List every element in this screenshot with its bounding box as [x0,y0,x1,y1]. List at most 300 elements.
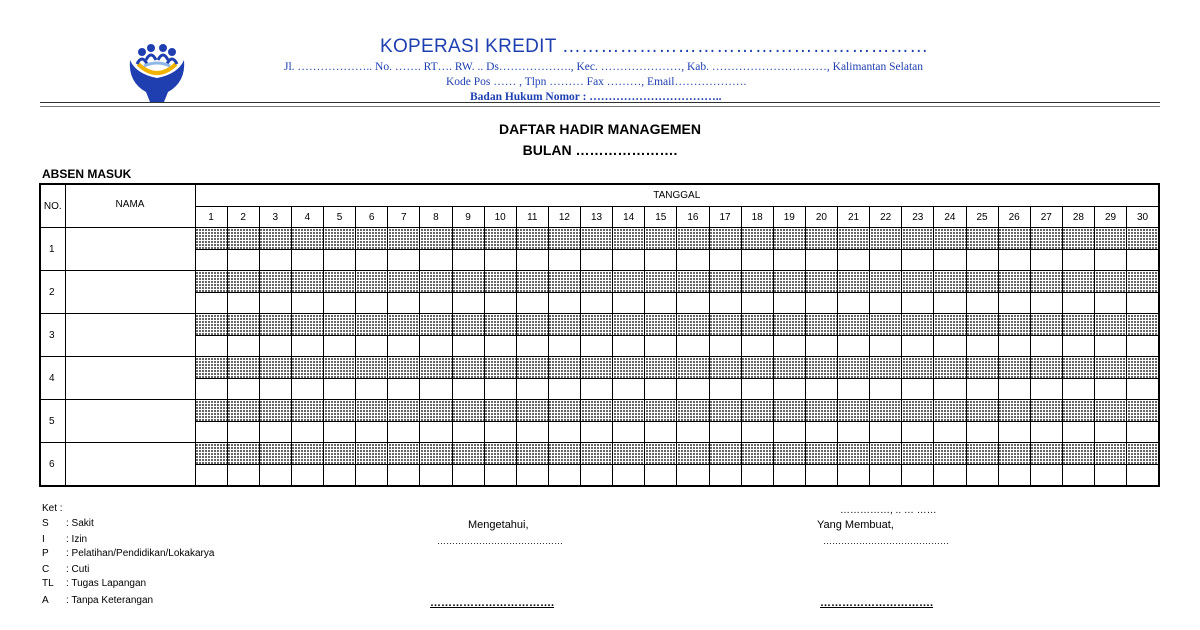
attendance-cell[interactable] [1030,422,1062,443]
attendance-cell-shaded[interactable] [581,314,613,336]
attendance-cell-shaded[interactable] [870,357,902,379]
attendance-cell-shaded[interactable] [773,228,805,250]
attendance-cell[interactable] [773,465,805,487]
attendance-cell[interactable] [195,250,227,271]
attendance-cell[interactable] [356,379,388,400]
attendance-cell[interactable] [259,465,291,487]
attendance-cell[interactable] [1095,293,1127,314]
attendance-cell-shaded[interactable] [581,443,613,465]
attendance-cell-shaded[interactable] [1030,228,1062,250]
attendance-cell-shaded[interactable] [291,400,323,422]
attendance-cell-shaded[interactable] [1095,443,1127,465]
attendance-cell[interactable] [934,293,966,314]
attendance-cell-shaded[interactable] [838,314,870,336]
attendance-cell[interactable] [966,250,998,271]
attendance-cell-shaded[interactable] [870,443,902,465]
attendance-cell[interactable] [581,250,613,271]
attendance-cell-shaded[interactable] [677,400,709,422]
attendance-cell[interactable] [259,379,291,400]
attendance-cell[interactable] [1030,379,1062,400]
attendance-cell-shaded[interactable] [1030,443,1062,465]
attendance-cell[interactable] [516,422,548,443]
attendance-cell-shaded[interactable] [484,400,516,422]
attendance-cell-shaded[interactable] [484,357,516,379]
attendance-cell-shaded[interactable] [1095,400,1127,422]
attendance-cell[interactable] [966,379,998,400]
attendance-cell-shaded[interactable] [773,314,805,336]
attendance-cell[interactable] [773,250,805,271]
attendance-cell-shaded[interactable] [966,400,998,422]
attendance-cell-shaded[interactable] [581,400,613,422]
attendance-cell-shaded[interactable] [227,228,259,250]
attendance-cell[interactable] [324,250,356,271]
attendance-cell-shaded[interactable] [516,400,548,422]
attendance-cell[interactable] [291,250,323,271]
attendance-cell-shaded[interactable] [420,400,452,422]
attendance-cell-shaded[interactable] [388,443,420,465]
attendance-cell-shaded[interactable] [805,228,837,250]
name-cell[interactable] [65,357,195,400]
attendance-cell[interactable] [324,293,356,314]
attendance-cell[interactable] [581,293,613,314]
attendance-cell[interactable] [581,465,613,487]
attendance-cell[interactable] [838,293,870,314]
attendance-cell-shaded[interactable] [709,400,741,422]
attendance-cell[interactable] [581,379,613,400]
attendance-cell[interactable] [484,250,516,271]
attendance-cell-shaded[interactable] [677,357,709,379]
attendance-cell-shaded[interactable] [1030,357,1062,379]
attendance-cell[interactable] [516,336,548,357]
attendance-cell[interactable] [934,379,966,400]
attendance-cell-shaded[interactable] [516,314,548,336]
attendance-cell[interactable] [420,336,452,357]
attendance-cell-shaded[interactable] [420,271,452,293]
attendance-cell[interactable] [1127,293,1159,314]
attendance-cell[interactable] [870,336,902,357]
attendance-cell[interactable] [838,250,870,271]
attendance-cell-shaded[interactable] [966,228,998,250]
attendance-cell-shaded[interactable] [1127,443,1159,465]
attendance-cell-shaded[interactable] [645,228,677,250]
attendance-cell[interactable] [388,250,420,271]
attendance-cell[interactable] [838,336,870,357]
attendance-cell[interactable] [709,422,741,443]
attendance-cell-shaded[interactable] [741,357,773,379]
attendance-cell-shaded[interactable] [966,443,998,465]
attendance-cell[interactable] [613,336,645,357]
attendance-cell[interactable] [838,465,870,487]
attendance-cell[interactable] [388,379,420,400]
attendance-cell-shaded[interactable] [452,400,484,422]
attendance-cell-shaded[interactable] [645,443,677,465]
attendance-cell-shaded[interactable] [195,443,227,465]
attendance-cell[interactable] [291,465,323,487]
attendance-cell[interactable] [934,250,966,271]
attendance-cell-shaded[interactable] [548,400,580,422]
attendance-cell[interactable] [388,293,420,314]
attendance-cell[interactable] [934,465,966,487]
attendance-cell[interactable] [548,379,580,400]
attendance-cell-shaded[interactable] [581,357,613,379]
attendance-cell-shaded[interactable] [227,271,259,293]
attendance-cell[interactable] [741,422,773,443]
attendance-cell-shaded[interactable] [484,314,516,336]
attendance-cell[interactable] [966,422,998,443]
attendance-cell[interactable] [773,379,805,400]
attendance-cell-shaded[interactable] [227,314,259,336]
attendance-cell[interactable] [1062,250,1094,271]
attendance-cell-shaded[interactable] [1062,400,1094,422]
attendance-cell[interactable] [420,465,452,487]
attendance-cell-shaded[interactable] [805,400,837,422]
attendance-cell-shaded[interactable] [902,271,934,293]
attendance-cell[interactable] [902,465,934,487]
attendance-cell-shaded[interactable] [259,228,291,250]
attendance-cell-shaded[interactable] [998,443,1030,465]
attendance-cell[interactable] [838,422,870,443]
attendance-cell-shaded[interactable] [998,271,1030,293]
attendance-cell[interactable] [934,336,966,357]
attendance-cell-shaded[interactable] [259,357,291,379]
attendance-cell-shaded[interactable] [388,271,420,293]
attendance-cell-shaded[interactable] [227,443,259,465]
attendance-cell[interactable] [773,293,805,314]
attendance-cell-shaded[interactable] [613,357,645,379]
attendance-cell-shaded[interactable] [452,314,484,336]
attendance-cell-shaded[interactable] [548,228,580,250]
attendance-cell-shaded[interactable] [709,357,741,379]
attendance-cell-shaded[interactable] [838,357,870,379]
name-cell[interactable] [65,443,195,487]
attendance-cell[interactable] [548,422,580,443]
attendance-cell[interactable] [356,422,388,443]
attendance-cell[interactable] [613,293,645,314]
attendance-cell-shaded[interactable] [452,271,484,293]
attendance-cell[interactable] [1127,336,1159,357]
attendance-cell[interactable] [227,379,259,400]
attendance-cell-shaded[interactable] [1095,357,1127,379]
attendance-cell[interactable] [741,336,773,357]
attendance-cell-shaded[interactable] [548,314,580,336]
attendance-cell-shaded[interactable] [195,314,227,336]
attendance-cell[interactable] [324,379,356,400]
attendance-cell-shaded[interactable] [581,228,613,250]
attendance-cell[interactable] [484,379,516,400]
attendance-cell-shaded[interactable] [677,228,709,250]
attendance-cell-shaded[interactable] [966,271,998,293]
attendance-cell[interactable] [356,336,388,357]
attendance-cell[interactable] [1127,250,1159,271]
attendance-cell-shaded[interactable] [805,443,837,465]
attendance-cell[interactable] [934,422,966,443]
attendance-cell[interactable] [452,250,484,271]
attendance-cell-shaded[interactable] [1062,271,1094,293]
attendance-cell[interactable] [1095,250,1127,271]
attendance-cell-shaded[interactable] [613,228,645,250]
attendance-cell[interactable] [902,336,934,357]
attendance-cell-shaded[interactable] [805,314,837,336]
attendance-cell-shaded[interactable] [773,357,805,379]
attendance-cell[interactable] [516,250,548,271]
attendance-cell[interactable] [645,250,677,271]
attendance-cell[interactable] [645,422,677,443]
attendance-cell-shaded[interactable] [356,400,388,422]
attendance-cell[interactable] [613,422,645,443]
attendance-cell[interactable] [709,465,741,487]
attendance-cell-shaded[interactable] [934,314,966,336]
attendance-cell-shaded[interactable] [645,271,677,293]
attendance-cell-shaded[interactable] [420,357,452,379]
attendance-cell-shaded[interactable] [1127,228,1159,250]
attendance-cell[interactable] [870,422,902,443]
attendance-cell-shaded[interactable] [998,228,1030,250]
attendance-cell-shaded[interactable] [934,271,966,293]
attendance-cell-shaded[interactable] [902,400,934,422]
attendance-cell[interactable] [741,379,773,400]
attendance-cell[interactable] [805,336,837,357]
attendance-cell-shaded[interactable] [677,443,709,465]
attendance-cell[interactable] [645,379,677,400]
attendance-cell[interactable] [324,465,356,487]
attendance-cell[interactable] [484,293,516,314]
attendance-cell[interactable] [870,379,902,400]
attendance-cell[interactable] [966,465,998,487]
attendance-cell-shaded[interactable] [838,271,870,293]
attendance-cell[interactable] [452,336,484,357]
attendance-cell[interactable] [420,379,452,400]
attendance-cell[interactable] [1095,336,1127,357]
attendance-cell[interactable] [613,379,645,400]
attendance-cell-shaded[interactable] [741,271,773,293]
attendance-cell-shaded[interactable] [741,400,773,422]
attendance-cell-shaded[interactable] [324,271,356,293]
attendance-cell[interactable] [677,422,709,443]
attendance-cell[interactable] [516,379,548,400]
attendance-cell-shaded[interactable] [291,228,323,250]
attendance-cell[interactable] [356,250,388,271]
attendance-cell-shaded[interactable] [902,314,934,336]
attendance-cell[interactable] [998,422,1030,443]
attendance-cell-shaded[interactable] [581,271,613,293]
attendance-cell-shaded[interactable] [356,314,388,336]
attendance-cell-shaded[interactable] [356,357,388,379]
attendance-cell[interactable] [1127,422,1159,443]
attendance-cell-shaded[interactable] [902,228,934,250]
attendance-cell[interactable] [259,250,291,271]
attendance-cell[interactable] [998,379,1030,400]
attendance-cell[interactable] [998,465,1030,487]
attendance-cell[interactable] [356,465,388,487]
attendance-cell-shaded[interactable] [870,271,902,293]
attendance-cell-shaded[interactable] [291,271,323,293]
attendance-cell-shaded[interactable] [452,443,484,465]
attendance-cell[interactable] [516,465,548,487]
attendance-cell[interactable] [548,250,580,271]
attendance-cell[interactable] [259,422,291,443]
attendance-cell-shaded[interactable] [998,314,1030,336]
attendance-cell[interactable] [773,336,805,357]
attendance-cell-shaded[interactable] [356,228,388,250]
attendance-cell-shaded[interactable] [773,271,805,293]
attendance-cell[interactable] [1030,336,1062,357]
attendance-cell-shaded[interactable] [934,400,966,422]
attendance-cell-shaded[interactable] [324,443,356,465]
attendance-cell[interactable] [741,465,773,487]
attendance-cell[interactable] [645,336,677,357]
attendance-cell-shaded[interactable] [645,357,677,379]
attendance-cell[interactable] [998,293,1030,314]
attendance-cell-shaded[interactable] [805,271,837,293]
attendance-cell-shaded[interactable] [195,357,227,379]
attendance-cell[interactable] [484,422,516,443]
attendance-cell[interactable] [613,465,645,487]
attendance-cell[interactable] [291,293,323,314]
attendance-cell[interactable] [195,379,227,400]
attendance-cell-shaded[interactable] [838,443,870,465]
attendance-cell-shaded[interactable] [324,357,356,379]
attendance-cell[interactable] [741,250,773,271]
attendance-cell-shaded[interactable] [1062,443,1094,465]
attendance-cell[interactable] [581,422,613,443]
attendance-cell[interactable] [902,250,934,271]
attendance-cell[interactable] [291,379,323,400]
attendance-cell-shaded[interactable] [484,443,516,465]
attendance-cell[interactable] [805,465,837,487]
attendance-cell[interactable] [1030,293,1062,314]
attendance-cell-shaded[interactable] [709,314,741,336]
attendance-cell[interactable] [870,250,902,271]
attendance-cell-shaded[interactable] [420,228,452,250]
attendance-cell-shaded[interactable] [356,271,388,293]
attendance-cell[interactable] [805,250,837,271]
attendance-cell-shaded[interactable] [452,228,484,250]
attendance-cell[interactable] [709,250,741,271]
attendance-cell[interactable] [452,465,484,487]
attendance-cell-shaded[interactable] [1127,314,1159,336]
attendance-cell[interactable] [259,293,291,314]
attendance-cell-shaded[interactable] [838,400,870,422]
attendance-cell[interactable] [870,465,902,487]
attendance-cell[interactable] [420,293,452,314]
attendance-cell-shaded[interactable] [1127,357,1159,379]
attendance-cell-shaded[interactable] [870,400,902,422]
attendance-cell-shaded[interactable] [998,400,1030,422]
attendance-cell[interactable] [998,250,1030,271]
attendance-cell-shaded[interactable] [516,443,548,465]
attendance-cell-shaded[interactable] [709,228,741,250]
attendance-cell-shaded[interactable] [805,357,837,379]
attendance-cell[interactable] [452,422,484,443]
attendance-cell-shaded[interactable] [645,314,677,336]
attendance-cell[interactable] [966,293,998,314]
attendance-cell[interactable] [1062,293,1094,314]
attendance-cell-shaded[interactable] [388,228,420,250]
attendance-cell-shaded[interactable] [966,314,998,336]
attendance-cell[interactable] [548,465,580,487]
attendance-cell[interactable] [420,250,452,271]
attendance-cell[interactable] [1062,422,1094,443]
attendance-cell[interactable] [1030,465,1062,487]
attendance-cell-shaded[interactable] [709,271,741,293]
attendance-cell[interactable] [1062,336,1094,357]
name-cell[interactable] [65,228,195,271]
attendance-cell-shaded[interactable] [484,271,516,293]
attendance-cell-shaded[interactable] [195,271,227,293]
attendance-cell-shaded[interactable] [324,228,356,250]
attendance-cell-shaded[interactable] [1127,400,1159,422]
attendance-cell[interactable] [1127,379,1159,400]
attendance-cell[interactable] [677,336,709,357]
attendance-cell-shaded[interactable] [902,443,934,465]
attendance-cell[interactable] [1095,379,1127,400]
attendance-cell-shaded[interactable] [709,443,741,465]
attendance-cell[interactable] [870,293,902,314]
attendance-cell[interactable] [195,336,227,357]
attendance-cell[interactable] [902,293,934,314]
attendance-cell-shaded[interactable] [291,314,323,336]
attendance-cell[interactable] [227,250,259,271]
attendance-cell[interactable] [227,422,259,443]
attendance-cell-shaded[interactable] [1127,271,1159,293]
attendance-cell[interactable] [709,293,741,314]
attendance-cell-shaded[interactable] [195,228,227,250]
attendance-cell-shaded[interactable] [259,400,291,422]
attendance-cell-shaded[interactable] [934,443,966,465]
attendance-cell-shaded[interactable] [1062,228,1094,250]
attendance-cell[interactable] [548,336,580,357]
attendance-cell[interactable] [1095,422,1127,443]
attendance-cell[interactable] [998,336,1030,357]
attendance-cell[interactable] [484,465,516,487]
attendance-cell[interactable] [838,379,870,400]
attendance-cell-shaded[interactable] [1062,314,1094,336]
attendance-cell[interactable] [677,379,709,400]
attendance-cell-shaded[interactable] [291,443,323,465]
name-cell[interactable] [65,314,195,357]
attendance-cell[interactable] [966,336,998,357]
attendance-cell-shaded[interactable] [195,400,227,422]
attendance-cell[interactable] [709,336,741,357]
attendance-cell[interactable] [1127,465,1159,487]
attendance-cell[interactable] [773,422,805,443]
attendance-cell-shaded[interactable] [516,228,548,250]
attendance-cell[interactable] [677,293,709,314]
attendance-cell-shaded[interactable] [227,400,259,422]
attendance-cell[interactable] [484,336,516,357]
attendance-cell-shaded[interactable] [388,314,420,336]
attendance-cell[interactable] [324,422,356,443]
attendance-cell-shaded[interactable] [420,314,452,336]
attendance-cell[interactable] [388,422,420,443]
attendance-cell[interactable] [1030,250,1062,271]
attendance-cell[interactable] [227,293,259,314]
attendance-cell[interactable] [259,336,291,357]
name-cell[interactable] [65,400,195,443]
attendance-cell-shaded[interactable] [516,271,548,293]
attendance-cell-shaded[interactable] [259,314,291,336]
attendance-cell[interactable] [581,336,613,357]
attendance-cell-shaded[interactable] [259,271,291,293]
attendance-cell[interactable] [195,293,227,314]
attendance-cell[interactable] [452,293,484,314]
attendance-cell-shaded[interactable] [902,357,934,379]
attendance-cell-shaded[interactable] [324,314,356,336]
attendance-cell[interactable] [902,422,934,443]
attendance-cell-shaded[interactable] [1095,271,1127,293]
attendance-cell[interactable] [388,336,420,357]
attendance-cell-shaded[interactable] [677,314,709,336]
